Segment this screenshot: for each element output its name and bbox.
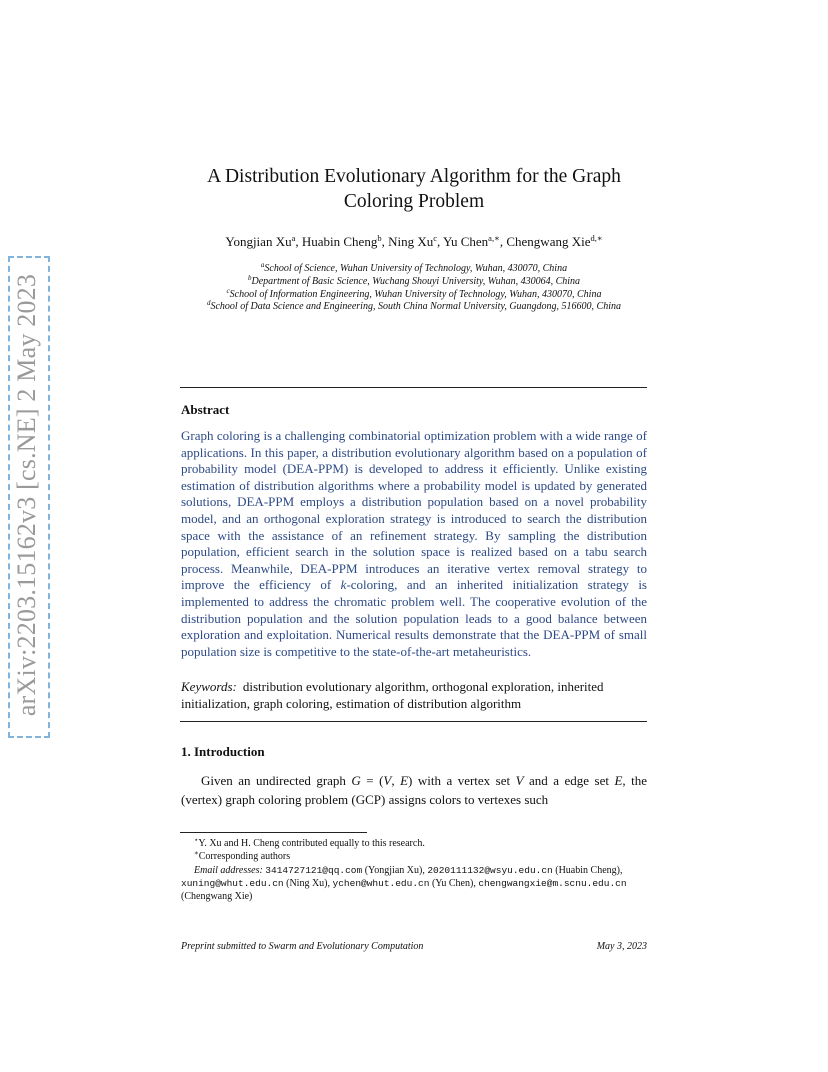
email-link[interactable]: ychen@whut.edu.cn bbox=[332, 878, 430, 889]
affiliation-mark: a bbox=[260, 261, 265, 269]
author: Chengwang Xie bbox=[506, 234, 591, 249]
affiliation-mark: d bbox=[206, 299, 211, 308]
email-link[interactable]: chengwangxie@m.scnu.edu.cn bbox=[478, 878, 627, 889]
author-mark: a bbox=[291, 233, 296, 243]
math-symbol: V bbox=[383, 773, 392, 788]
author-separator: , bbox=[499, 234, 507, 249]
affiliation bbox=[180, 301, 648, 314]
email-owner: (Chengwang Xie) bbox=[181, 891, 253, 902]
footnote-text: Y. Xu and H. Cheng contributed equally to this research. bbox=[198, 838, 425, 849]
email-owner: (Yongjian Xu), bbox=[362, 865, 428, 876]
intro-text: and a edge set bbox=[523, 773, 615, 788]
math-operator: = ( bbox=[360, 773, 384, 788]
author: Yu Chen bbox=[443, 234, 489, 249]
abstract-bottom-rule bbox=[180, 721, 647, 722]
math-symbol: G bbox=[351, 773, 361, 788]
author-mark: b bbox=[377, 233, 382, 243]
footnote-mark: ∗ bbox=[194, 849, 199, 857]
abstract-body[interactable] bbox=[181, 428, 647, 660]
author-mark: a,∗ bbox=[488, 233, 500, 243]
footnote-text: Corresponding authors bbox=[198, 851, 291, 862]
affiliation bbox=[180, 286, 648, 302]
email-owner: (Yu Chen), bbox=[429, 878, 479, 889]
footnote-mark: ⋆ bbox=[194, 836, 199, 844]
abstract-text: Graph coloring is a challenging combinatorial optimization problem with a wide range of applications. In this paper, a distribution evolutionary algorithm based on a population of probability model (DEA-PPM) is developed to address it efficiently. Unlike existing estimation of distribution algorithms where a probability model is updated by generated solutions, DEA-PPM employs a distribution population based on a novel probability model, and an orthogonal exploration strategy is introduced to search the distribution space with the assistance of an refinement strategy. By sampling the distribution population, efficient search in the solution space is realized based on a tabu search process. Meanwhile, DEA-PPM introduces an iterative vertex removal strategy to improve the efficiency of bbox=[181, 428, 647, 593]
preprint-date: May 3, 2023 bbox=[596, 941, 647, 952]
author: Huabin Cheng bbox=[301, 234, 378, 249]
author-separator: , bbox=[295, 234, 302, 249]
keywords-label: Keywords: bbox=[181, 679, 237, 694]
abstract-text: -coloring, and an inherited initialization strategy is implemented to address the chromatic problem well. The cooperative evolution of the distribution population and the solution population leads to a good balance between exploration and exploitation. Numerical results demonstrate that the DEA-PPM of small population size is competitive to the state-of-the-art metaheuristics. bbox=[181, 577, 647, 659]
affiliation-text: School of Data Science and Engineering, South China Normal University, Guangdong, 516600, China bbox=[210, 301, 622, 313]
footnote-corresponding bbox=[181, 850, 647, 863]
intro-text: , the (vertex) graph coloring problem (GCP) assigns colors to vertexes such bbox=[181, 773, 647, 807]
intro-text: Given an undirected graph bbox=[201, 773, 352, 788]
author-separator: , bbox=[437, 234, 444, 249]
email-owner: (Ning Xu), bbox=[283, 878, 333, 889]
affiliation-text: School of Information Engineering, Wuhan University of Technology, Wuhan, 430070, China bbox=[229, 288, 602, 300]
abstract-top-rule bbox=[180, 387, 647, 388]
math-symbol: V bbox=[515, 773, 524, 788]
author-separator: , bbox=[381, 234, 389, 249]
abstract-heading: Abstract bbox=[181, 402, 230, 417]
author: Yongjian Xu bbox=[225, 234, 292, 249]
affiliation-mark: b bbox=[247, 273, 252, 282]
email-link[interactable]: 3414727121@qq.com bbox=[265, 865, 363, 876]
email-link[interactable]: xuning@whut.edu.cn bbox=[181, 878, 284, 889]
introduction-paragraph bbox=[181, 771, 647, 809]
affiliation bbox=[180, 273, 648, 289]
paper-title bbox=[150, 164, 678, 214]
email-owner: (Huabin Cheng), bbox=[552, 865, 623, 876]
math-symbol: E bbox=[614, 773, 623, 788]
footnotes bbox=[181, 837, 647, 903]
math-operator: , bbox=[391, 773, 401, 788]
title-line-2: Coloring Problem bbox=[343, 191, 485, 212]
math-operator: ) bbox=[408, 773, 413, 788]
abstract-math-k: k bbox=[340, 577, 347, 593]
author-list bbox=[120, 234, 708, 250]
email-label: Email addresses: bbox=[194, 865, 263, 876]
footnote-equal-contribution bbox=[181, 837, 647, 850]
author: Ning Xu bbox=[388, 234, 434, 249]
title-line-1: A Distribution Evolutionary Algorithm for the Graph bbox=[207, 166, 621, 187]
keywords-text: distribution evolutionary algorithm, orthogonal exploration, inherited initialization, graph coloring, estimation of distribution algorithm bbox=[181, 679, 604, 711]
section-heading-introduction: 1. Introduction bbox=[181, 744, 265, 759]
email-link[interactable]: 2020111132@wsyu.edu.cn bbox=[427, 865, 553, 876]
affiliation-mark: c bbox=[226, 286, 230, 295]
author-mark: d,∗ bbox=[590, 233, 603, 243]
math-symbol: E bbox=[400, 773, 409, 788]
intro-text: with a vertex set bbox=[412, 773, 516, 788]
footnote-emails bbox=[181, 864, 647, 903]
affiliation-list bbox=[180, 263, 648, 314]
affiliation-text: School of Science, Wuhan University of Technology, Wuhan, 430070, China bbox=[264, 263, 568, 274]
arxiv-identifier[interactable]: arXiv:2203.15162v3 [cs.NE] 2 May 2023 bbox=[12, 273, 41, 717]
keywords bbox=[181, 679, 647, 712]
preprint-note: Preprint submitted to Swarm and Evolutionary Computation bbox=[181, 941, 424, 952]
author-mark: c bbox=[433, 233, 437, 243]
affiliation-text: Department of Basic Science, Wuchang Shouyi University, Wuhan, 430064, China bbox=[251, 275, 581, 287]
footnote-rule bbox=[180, 832, 367, 833]
